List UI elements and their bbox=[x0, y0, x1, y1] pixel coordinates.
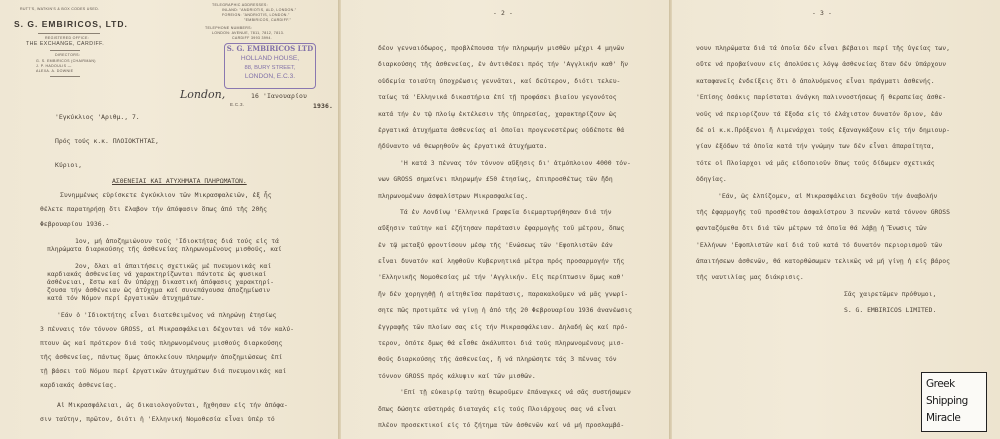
page-number: - 3 - bbox=[812, 9, 832, 17]
postcode: E.C.3. bbox=[230, 102, 245, 107]
text-line: σιν ταύτην, πρῶτον, διότι ἡ 'Ελληνική Νομοθεσία εἶναι ὑπέρ τό bbox=[40, 415, 275, 423]
letter-page-1 bbox=[0, 0, 338, 439]
stamp-line: 88, BURY STREET, bbox=[244, 65, 296, 71]
logo-text: Greek bbox=[926, 378, 955, 390]
text-line: καρδιακάς ἀσθενείας νά χαρακτηρίζωνται πάντοτε ὡς φυσικαί bbox=[47, 270, 267, 278]
text-line: ταίως τά 'Ελληνικά δικαστήρια ἐπί τῇ προφάσει βιαίου γεγονότος bbox=[378, 93, 617, 102]
text-line: 'Ελληνικῆς Νομοθεσίας μέ τήν 'Αγγλικήν. Εἰς περίπτωσιν ὅμως καθ' bbox=[378, 273, 625, 282]
text-line: 3 πένναις τόν τόννον GROSS, αἱ Μικρασφάλειαι δέχονται νά τόν καλύ- bbox=[40, 325, 294, 333]
directors-label: DIRECTORS: bbox=[55, 53, 81, 57]
text-line: πληρωνομένων ἀσφαλίστρων Μικρασφαλείας. bbox=[378, 191, 529, 200]
page-number: - 2 - bbox=[493, 9, 513, 17]
logo-text: Shipping bbox=[926, 395, 968, 407]
text-line: εἶναι δυνατόν καί ληφθοῦν Κυβερνητικά μέτρα πρός προσαρμογήν τῆς bbox=[378, 257, 625, 266]
text-line: ὁδηγίας. bbox=[696, 175, 727, 184]
text-line: ἀσθένειαι, ἔστω καί ἄν ὑπάρχῃ δικαστική ἀπόφασις χαρακτηρί- bbox=[47, 278, 275, 286]
registered-office-label: REGISTERED OFFICE: bbox=[45, 36, 89, 40]
text-line: 'Επί τῇ εὐκαιρίᾳ ταύτῃ θεωροῦμεν ἐπάναγκες νά σᾶς συστήσωμεν bbox=[400, 388, 631, 397]
text-line: 'Ελλήνων 'Εφοπλιστῶν καί διά τοῦ κατά τό δυνατόν περιορισμοῦ τῶν bbox=[696, 240, 943, 249]
text-line: Αἱ Μικρασφάλειαι, ὡς δικαιολογοῦνται, ἤχθησαν εἰς τήν ἀπόφα- bbox=[57, 401, 288, 409]
text-line: δέ οἱ κ.κ.Πρόξενοι ἤ Λιμενάρχαι τούς ἐξαναγκάζουν εἰς τήν δημιουρ- bbox=[696, 125, 950, 134]
text-line: ἀπαιτήσεων ἀσθενῶν, θά κατορθώσωμεν τελικῶς νά μή γίνῃ ἡ εἰς βάρος bbox=[696, 257, 950, 266]
text-line: 'Η κατά 3 πέννας τόν τόννον αὔξησις δι' ἀτμόπλοιον 4000 τόν- bbox=[400, 158, 631, 167]
circular-number: 'Εγκύκλιος 'Αριθμ., 7. bbox=[55, 113, 140, 121]
signature: S. G. EMBIRICOS LIMITED. bbox=[844, 306, 937, 315]
text-line: τερον, ὁπότε ὅμως θά εἶσθε ἀκάλυπτοι διά τούς πληρωνομένους μισ- bbox=[378, 339, 625, 348]
text-line: οὐδεμία τοιαύτη ὑποχρέωσις γεννᾶται, καί δεύτερον, διότι τελευ- bbox=[378, 76, 621, 85]
text-line: τότε οἱ Πλοίαρχοι νά μᾶς εἰδοποιοῦν ὅπως τούς δίδωμεν σχετικάς bbox=[696, 158, 935, 167]
text-line: νοῦς νά περιορίζουν τά ἔξοδα εἰς τό ἐλάχιστον δυνατόν ὅριον, ἐάν bbox=[696, 109, 943, 118]
letter-heading: ΑΣΘΕΝΕΙΑΙ ΚΑΙ ΑΤΥΧΗΜΑΤΑ ΠΛΗΡΩΜΑΤΩΝ. bbox=[112, 177, 247, 185]
telephone-number: CARDIFF 3993 3994. bbox=[232, 36, 272, 40]
director: ALEXA. A. DOWNIE bbox=[36, 69, 74, 73]
text-line: 'Εάν ὁ 'Ιδιοκτήτης εἶναι διατεθειμένος νά πληρώνῃ ἐτησίως bbox=[57, 311, 277, 319]
text-line: ὅπως δώσητε αὐστηράς διαταγάς εἰς τούς Πλοιάρχους σας νά εἶναι bbox=[378, 404, 617, 413]
text-line: 'Επίσης ὁσάκις παρίσταται ἀνάγκη παλιννοστήσεως ἤ θεραπείας ἀσθε- bbox=[696, 93, 947, 102]
company-stamp bbox=[224, 43, 316, 89]
director: G. S. EMBIRICOS (CHAIRMAN) bbox=[36, 59, 96, 63]
text-line: ἥν δέν χορηγηθῇ ἡ αἰτηθεῖσα παράτασις, παρακαλοῦμεν νά μᾶς γνωρί- bbox=[378, 289, 629, 298]
text-line: τῇ βάσει τοῦ Νόμου περί ἐργατικῶν ἀτυχημάτων διά πνευμονικάς καί bbox=[40, 367, 287, 375]
letter-page-2 bbox=[341, 0, 669, 439]
stamp-line: LONDON, E.C.3. bbox=[244, 73, 296, 80]
text-line: 'Εάν, ὡς ἐλπίζομεν, αἱ Μικρασφάλειαι δεχθοῦν τήν ἀναβολήν bbox=[718, 191, 938, 200]
letterhead-company: S. G. EMBIRICOS, LTD. bbox=[14, 19, 128, 29]
telephone-number: LONDON: AVENUE, 7811, 7812, 7813. bbox=[212, 31, 285, 35]
text-line: ἠδύναντο νά θεωρηθοῦν ὡς ἐργατικά ἀτυχήματα. bbox=[378, 142, 548, 151]
telephone-label: TELEPHONE NUMBERS: bbox=[205, 26, 253, 30]
text-line: θούς διαρκούσης τῆς ἀσθενείας, ἤ νά πληρώσητε τάς 3 πέννας τόν bbox=[378, 355, 617, 364]
handwritten-place: London, bbox=[180, 88, 226, 101]
text-line: ἐργατικά ἀτυχήματα ἀσθενείας αἱ ὁποῖαι προγενεστέρως οὐδέποτε θά bbox=[378, 125, 625, 134]
page-3-body bbox=[696, 40, 950, 319]
telegraphic-address: INLAND: "ANDRIOTIS, ALD, LONDON." bbox=[222, 8, 297, 12]
telegraphic-address: FOREIGN: "ANDRIOTIS, LONDON." bbox=[222, 13, 290, 17]
registered-office: THE EXCHANGE, CARDIFF. bbox=[26, 41, 105, 47]
letter-date: 16 'Ιανουαρίου bbox=[251, 92, 307, 100]
text-line: δέον γενναιόδωρος, προβλέπουσα τήν πληρωμήν μισθῶν μέχρι 4 μηνῶν bbox=[378, 44, 625, 52]
text-line: τῆς ἐφαρμογῆς τοῦ προσθέτου ἀσφαλίστρου 3 πεννῶν κατά τόννον GROSS bbox=[696, 207, 950, 216]
stamp-line: HOLLAND HOUSE, bbox=[240, 55, 300, 62]
logo-text: Miracle bbox=[926, 412, 961, 424]
text-line: πληρώματα διαρκούσης τῆς ἀσθενείας πληρωνομένους μισθούς, καί bbox=[47, 245, 282, 253]
text-line: ἐν τῷ μεταξύ φροντίσουν μέσῳ τῆς 'Ενώσεως τῶν 'Εφοπλιστῶν ἐάν bbox=[378, 240, 613, 249]
greek-shipping-miracle-logo bbox=[921, 372, 987, 432]
text-line: τῆς ναυτιλίας μας διάκρισις. bbox=[696, 273, 804, 282]
text-line: Φεβρουαρίου 1936.- bbox=[40, 220, 110, 228]
closing-line: Σᾶς χαιρετῶμεν πρόθυμοι, bbox=[844, 289, 937, 298]
telegraphic-address: "EMBIRICOS, CARDIFF." bbox=[244, 18, 292, 22]
text-line: πλέον προσεκτικοί εἰς τό ζήτημα τῶν ἀσθενῶν καί νά μή προσλαμβά- bbox=[378, 420, 625, 429]
letter-year: 1936. bbox=[313, 102, 333, 110]
text-line: νων GROSS σημαίνει πληρωμήν £50 ἐτησίως, ἐπιπροσθέτως τῶν ἤδη bbox=[378, 175, 613, 184]
text-line: οὔτε νά προβαίνουν εἰς ἀπολύσεις λόγῳ ἀσθενείας ὅταν δέν ὑπάρχουν bbox=[696, 60, 947, 69]
text-line: Τά ἐν Λονδίνῳ 'Ελληνικά Γραφεῖα διεμαρτυρήθησαν διά τήν bbox=[400, 207, 612, 216]
text-line: σητε πῶς προτιμᾶτε νά γίνῃ ἡ ἀπό τῆς 20 Φεβρουαρίου 1936 ἀνανέωσις bbox=[378, 306, 632, 315]
director: J. P. HADOULIS — bbox=[36, 64, 72, 68]
telegraphic-label: TELEGRAPHIC ADDRESSES: bbox=[212, 3, 268, 7]
letterhead-codes: RUTT'S, WATKIN'S & BOX CODES USED. bbox=[20, 7, 100, 11]
text-line: θέλετε παρατηρήσῃ ὅτι ἔλαβον τήν ἀπόφασιν ὅπως ἀπό τῆς 20ῆς bbox=[40, 205, 268, 213]
text-line: 1ον, μή ἀποζημιώνουν τούς 'Ιδιοκτήτας διά τούς εἰς τά bbox=[75, 237, 279, 245]
text-line: κατά τήν ἐν τῷ πλοίῳ ἐκτέλεσιν τῆς ὑπηρεσίας, χαρακτηρίζουν ὡς bbox=[378, 109, 617, 118]
text-line: καρδιακάς ἀσθενείας. bbox=[40, 381, 117, 389]
text-line: φανταζόμεθα ὅτι διά τῶν μέτρων τά ὁποῖα θά λάβῃ ἡ Ἕνωσις τῶν bbox=[696, 224, 927, 233]
text-line: καταφανεῖς ἐνδείξεις ὅτι ὁ ἀπολυόμενος εἶναι πράγματι ἀσθενής. bbox=[696, 76, 935, 85]
stamp-line: S. G. EMBIRICOS LTD bbox=[226, 44, 314, 53]
salutation: Κύριοι, bbox=[55, 161, 82, 169]
text-line: τῆς ἀσθενείας, πάντως ὅμως ἀποκλείουν πληρωμήν ἀποζημιώσεως ἐπί bbox=[40, 353, 283, 361]
page-2-body bbox=[378, 40, 632, 433]
text-line: Συνημμένως εὑρίσκετε ἐγκύκλιον τῶν Μικρασφαλειῶν, ἐξ ἧς bbox=[60, 191, 272, 199]
addressee: Πρός τούς κ.κ. ΠΛΟΙΟΚΤΗΤΑΣ, bbox=[55, 137, 159, 145]
text-line: αὔξησιν ταύτην καί ἐζήτησαν παράτασιν ἐφαρμογῆς τοῦ μέτρου, ὅπως bbox=[378, 224, 625, 233]
text-line: ζουσα τήν ἀσθένειαν ὡς ἀτύχημα καί συνεπάγουσα ἀποζημίωσιν bbox=[47, 286, 271, 294]
text-line: κατά τόν Νόμον περί ἐργατικῶν ἀτυχημάτων. bbox=[47, 294, 205, 302]
text-line: τόννον GROSS πρός κάλυψιν καί τῶν μισθῶν. bbox=[378, 371, 536, 380]
text-line: 2ον, ὅλαι αἱ ἀπαιτήσεις σχετικῶς μέ πνευμονικάς καί bbox=[75, 262, 272, 270]
text-line: ἐγγραφῆς τῶν πλοίων σας εἰς τήν Μικρασφάλειαν. Δηλαδή ὡς καί πρό- bbox=[378, 322, 629, 331]
text-line: διαρκούσης τῆς ἀσθενείας, ἐν ἀντιθέσει πρός τήν 'Αγγλικήν καθ' ἥν bbox=[378, 60, 629, 69]
text-line: νουν πληρώματα διά τά ὁποῖα δέν εἶναι βέβαιοι περί τῆς ὑγείας των, bbox=[696, 44, 950, 52]
text-line: γίαν ἐξόδων τά ὁποῖα κατά τήν γνώμην των δέν εἶναι ἀπαραίτητα, bbox=[696, 142, 935, 151]
text-line: πτουν ὡς καί πρότερον διά τούς πληρωνομένους μισθούς διαρκούσης bbox=[40, 339, 283, 347]
